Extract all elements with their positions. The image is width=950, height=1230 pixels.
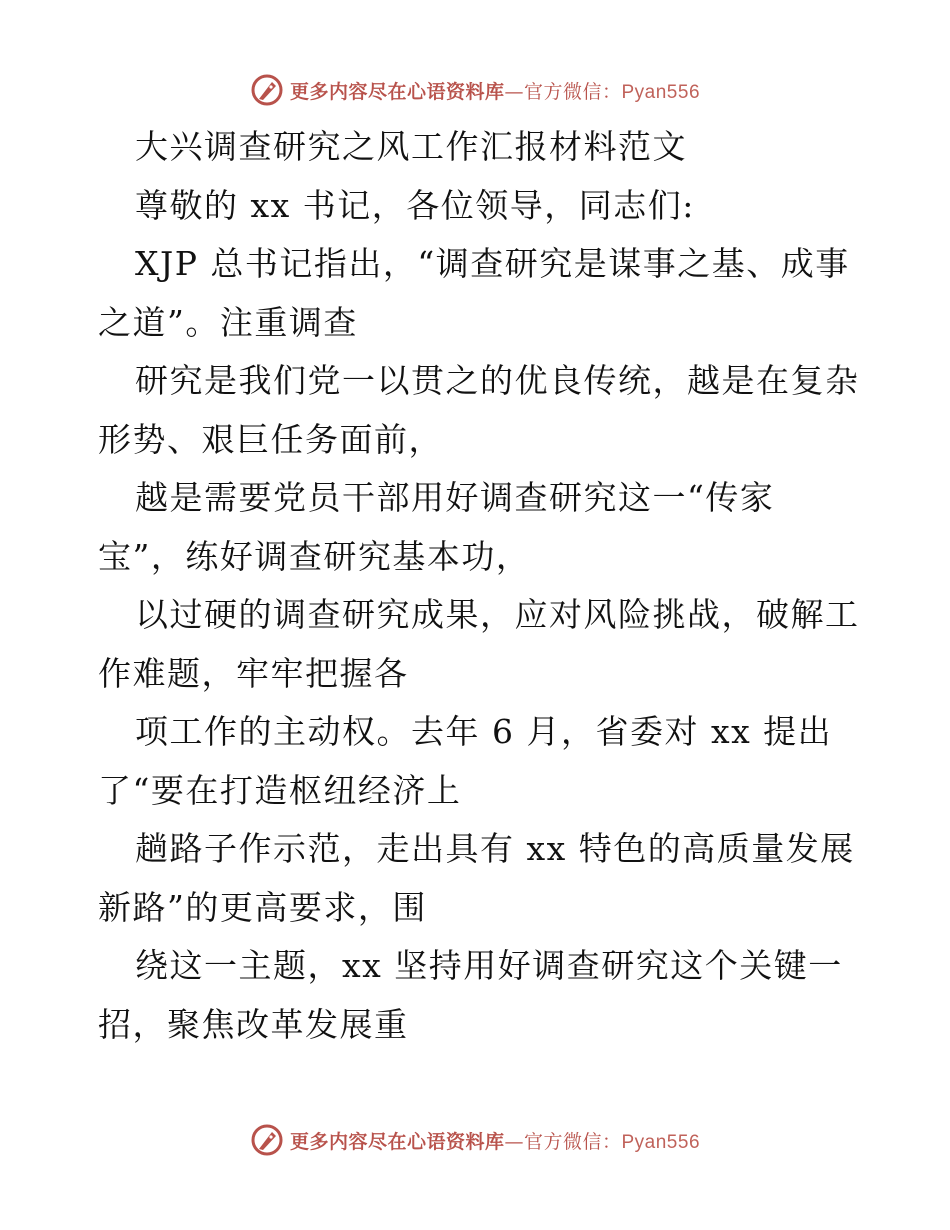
document-line: 招，聚焦改革发展重	[98, 1004, 409, 1044]
document-line: 项工作的主动权。去年 6 月，省委对 xx 提出	[135, 712, 833, 751]
document-line: 了“要在打造枢纽经济上	[98, 770, 462, 810]
banner-handle: Pyan556	[621, 81, 701, 103]
document-line: 研究是我们党一以贯之的优良传统，越是在复杂	[135, 361, 860, 400]
document-line: 越是需要党员干部用好调查研究这一“传家	[135, 478, 775, 517]
document-line: 新路”的更高要求，围	[98, 887, 427, 927]
pen-nib-circle-icon	[250, 1123, 284, 1157]
document-line: 作难题，牢牢把握各	[98, 653, 409, 693]
document-title: 大兴调查研究之风工作汇报材料范文	[135, 127, 687, 166]
banner-separator: —	[504, 1130, 524, 1153]
document-body	[98, 118, 858, 1054]
banner-handle: Pyan556	[621, 1131, 701, 1153]
banner-brand: 更多内容尽在心语资料库	[289, 80, 505, 103]
document-line: 之道”。注重调查	[98, 302, 358, 342]
banner-wechat-label: 官方微信：	[523, 1130, 622, 1153]
banner-separator: —	[504, 80, 524, 103]
document-line: 绕这一主题，xx 坚持用好调查研究这个关键一	[135, 946, 843, 985]
document-line: 形势、艰巨任务面前，	[98, 419, 443, 459]
footer-banner	[0, 1120, 950, 1160]
document-line: XJP 总书记指出，“调查研究是谋事之基、成事	[135, 244, 850, 283]
banner-text	[290, 77, 700, 104]
pen-nib-circle-icon	[250, 73, 284, 107]
document-line: 以过硬的调查研究成果，应对风险挑战，破解工	[135, 595, 860, 634]
banner-brand: 更多内容尽在心语资料库	[289, 1130, 505, 1153]
header-banner	[0, 70, 950, 110]
document-line: 宝”，练好调查研究基本功，	[98, 536, 531, 576]
header-banner-inner	[250, 73, 700, 107]
document-line: 尊敬的 xx 书记，各位领导，同志们:	[135, 185, 695, 225]
footer-banner-inner	[250, 1123, 700, 1157]
banner-text	[290, 1127, 700, 1154]
banner-wechat-label: 官方微信：	[523, 80, 622, 103]
document-line: 趟路子作示范，走出具有 xx 特色的高质量发展	[135, 829, 855, 868]
